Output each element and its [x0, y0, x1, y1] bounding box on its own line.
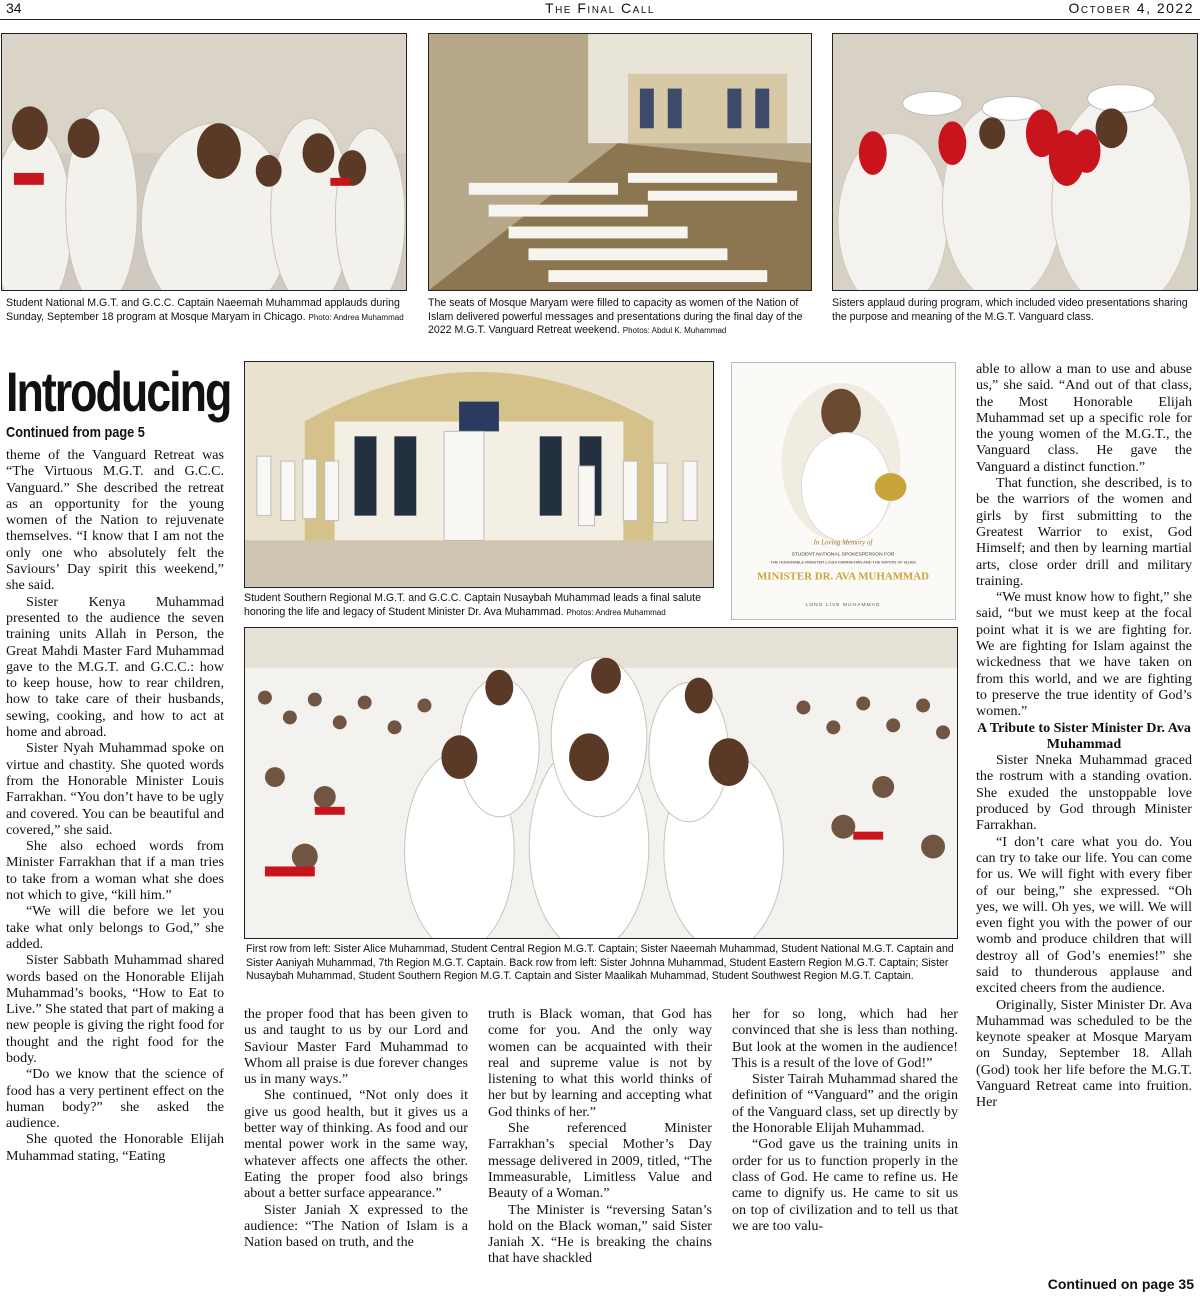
header-rule — [0, 19, 1200, 20]
publication-name: The Final Call — [545, 0, 655, 16]
caption-text: Student National M.G.T. and G.C.C. Captain Naeemah Muhammad applauds during Sunday, September 18 program at Mosque Maryam in Chicago. — [6, 297, 400, 323]
paragraph: Sister Nneka Muhammad graced the rostrum with a standing ovation. She exuded the unstoppable love produced by God through Minister Farrakhan. — [976, 752, 1192, 834]
photo-credit: Photos: Abdul K. Muhammad — [622, 326, 727, 335]
paragraph: Sister Janiah X expressed to the audience: “The Nation of Islam is a Nation based on truth, and the — [244, 1201, 468, 1251]
cover-name: MINISTER DR. AVA MUHAMMAD — [757, 570, 929, 583]
paragraph: Sister Tairah Muhammad shared the definition of “Vanguard” and the origin of the Vanguard class, set up directly by the Honorable Elijah Muhammad. — [732, 1071, 958, 1137]
article-column-2 — [244, 1006, 468, 1250]
article-column-5 — [976, 361, 1192, 1111]
photo-credit: Photos: Andrea Muhammad — [566, 607, 666, 617]
paragraph: She also echoed words from Minister Farrakhan that if a man tries to take from a woman what she does not which to give, “kill him.” — [6, 838, 224, 904]
cover-footer: LONG LIVE MUHAMMAD — [805, 603, 881, 609]
caption-text: The seats of Mosque Maryam were filled to capacity as women of the Nation of Islam delivered powerful messages and presentations during the final day of the 2022 M.G.T. Vanguard Retreat weekend. — [428, 297, 803, 336]
paragraph: truth is Black woman, that God has come for you. And the only way women can be acquainted with their real and supreme value is not by listening to what this world thinks of her but by learning and accepting what God thinks of her.” — [488, 1006, 712, 1120]
caption-photo-2 — [428, 297, 814, 338]
page-number: 34 — [6, 0, 22, 16]
tribute-program-cover — [731, 362, 956, 620]
paragraph: “God gave us the training units in order for us to function properly in the class of God. He came to refine us. He came to dignify us. He came to sit us on top of civilization and to tell us that we are too valu- — [732, 1136, 958, 1234]
paragraph: “We must know how to fight,” she said, “but we must keep at the focal point what it is we are fighting for. We are fighting for Islam against the wickedness that we have taken on from this world, and we are fighting to preserve the true identity of God’s women.” — [976, 589, 1192, 720]
cover-line-2: STUDENT NATIONAL SPOKESPERSON FOR — [791, 552, 895, 558]
paragraph: her for so long, which had her convinced that she is less than nothing. But look at the women in the audience! This is a result of the love of God!” — [732, 1006, 958, 1071]
photo-final-salute — [244, 361, 714, 588]
photo-credit: Photo: Andrea Muhammad — [308, 312, 404, 322]
caption-photo-3: Sisters applaud during program, which included video presentations sharing the purpose and meaning of the M.G.T. Vanguard class. — [832, 297, 1188, 323]
article-column-4 — [732, 1006, 958, 1234]
paragraph: the proper food that has been given to us and taught to us by our Lord and Saviour Master Fard Muhammad to Whom all praise is due forever changes us in many ways.” — [244, 1006, 468, 1088]
caption-photo-4 — [244, 592, 716, 619]
paragraph: That function, she described, is to be the warriors of the women and girls by first submitting to the Greatest Warrior to exist, God Himself; and then by learning martial arts, close order drill and military training. — [976, 475, 1192, 589]
photo-group-captains — [244, 627, 958, 939]
caption-photo-1 — [6, 297, 408, 324]
caption-photo-6: First row from left: Sister Alice Muhammad, Student Central Region M.G.T. Captain; Sister Naeemah Muhammad, Student National M.G.T. Captain and Sister Aaniyah Muhammad, 7th Region M.G.T. Captain. Back row from left: Sister Johnna Muhammad, Student Eastern Region M.G.T. Captain; Sister Nusaybah Muhammad, Student Southern Region M.G.T. Captain and Sister Maalikah Muhammad, Student Southwest Region M.G.T. Captain. — [246, 943, 954, 982]
paragraph: “I don’t care what you do. You can try to take our life. You can come for us. We will fight with every fiber of our being,” she expressed. “Oh yes, we will. Oh yes, we will. We will even fight you with the power of our womb and produce children that will destroy all of God’s enemies!” she said to thunderous applause and excited cheers from the audience. — [976, 833, 1192, 997]
section-subhead: A Tribute to Sister Minister Dr. Ava Muhammad — [977, 719, 1191, 752]
paragraph: The Minister is “reversing Satan’s hold on the Black woman,” said Sister Janiah X. “He is breaking the chains that have shackled — [488, 1201, 712, 1267]
photo-captain-applauding — [1, 33, 407, 291]
paragraph: She quoted the Honorable Elijah Muhammad stating, “Eating — [6, 1131, 224, 1164]
caption-text: Student Southern Regional M.G.T. and G.C.C. Captain Nusaybah Muhammad leads a final salute honoring the life and legacy of Student Minister Dr. Ava Muhammad. — [244, 592, 701, 618]
paragraph: Sister Sabbath Muhammad shared words based on the Honorable Elijah Muhammad’s books, “How to Eat to Live.” She stated that part of making a new people is giving the right food for thought and the right food for the body. — [6, 952, 224, 1066]
paragraph: “Do we know that the science of food has a very pertinent effect on the human body?” she asked the audience. — [6, 1066, 224, 1132]
issue-date: October 4, 2022 — [1068, 0, 1194, 16]
article-column-1 — [6, 447, 224, 1164]
cover-line-1: In Loving Memory of — [813, 538, 873, 547]
paragraph: able to allow a man to use and abuse us,” she said. “And out of that class, the Most Honorable Elijah Muhammad set up a specific role for the young women of the M.G.T., the Vanguard class. He gave the Vanguard a distinct function.” — [976, 361, 1192, 475]
cover-line-3: THE HONORABLE MINISTER LOUIS FARRAKHAN AND THE NATION OF ISLAM — [770, 559, 916, 565]
paragraph: “We will die before we let you take what only belongs to God,” she added. — [6, 903, 224, 952]
paragraph: theme of the Vanguard Retreat was “The Virtuous M.G.T. and G.C.C. Vanguard.” She described the retreat as an opportunity for the young women of the Nation to rejuvenate themselves. “I know that I am not the only one who absolutely felt the Saviours’ Day spirit this weekend,” she said. — [6, 447, 224, 594]
paragraph: She continued, “Not only does it give us good health, but it gives us a better way of thinking. As food and our mental power work in the same way, whatever affects one affects the other. Eating the proper food also brings about a better surface appearance.” — [244, 1087, 468, 1202]
article-headline: Introducing — [6, 360, 231, 423]
paragraph: Sister Nyah Muhammad spoke on virtue and chastity. She quoted words from the Honorable Minister Louis Farrakhan. “You don’t have to be ugly and covered. You can be beautiful and covered,” she said. — [6, 740, 224, 838]
photo-sisters-red-gloves — [832, 33, 1198, 291]
paragraph: Sister Kenya Muhammad presented to the audience the seven training units Allah in Person, the Great Mahdi Master Fard Muhammad gave to the M.G.T. and G.C.C.: how to keep house, how to rear children, how to take care of their husbands, sewing, cooking, and how to act at home and abroad. — [6, 593, 224, 741]
continued-from: Continued from page 5 — [6, 424, 145, 441]
photo-mosque-interior — [428, 33, 812, 291]
paragraph: Originally, Sister Minister Dr. Ava Muhammad was scheduled to be the keynote speaker at Mosque Maryam on Sunday, September 18. Allah (God) took her life before the M.G.T. Vanguard Retreat came into fruition. Her — [976, 996, 1192, 1111]
continued-on: Continued on page 35 — [1047, 1276, 1194, 1292]
article-column-3 — [488, 1006, 712, 1267]
paragraph: She referenced Minister Farrakhan’s special Mother’s Day message delivered in 2009, titled, “The Immeasurable, Limitless Value and Beauty of a Woman.” — [488, 1120, 712, 1202]
